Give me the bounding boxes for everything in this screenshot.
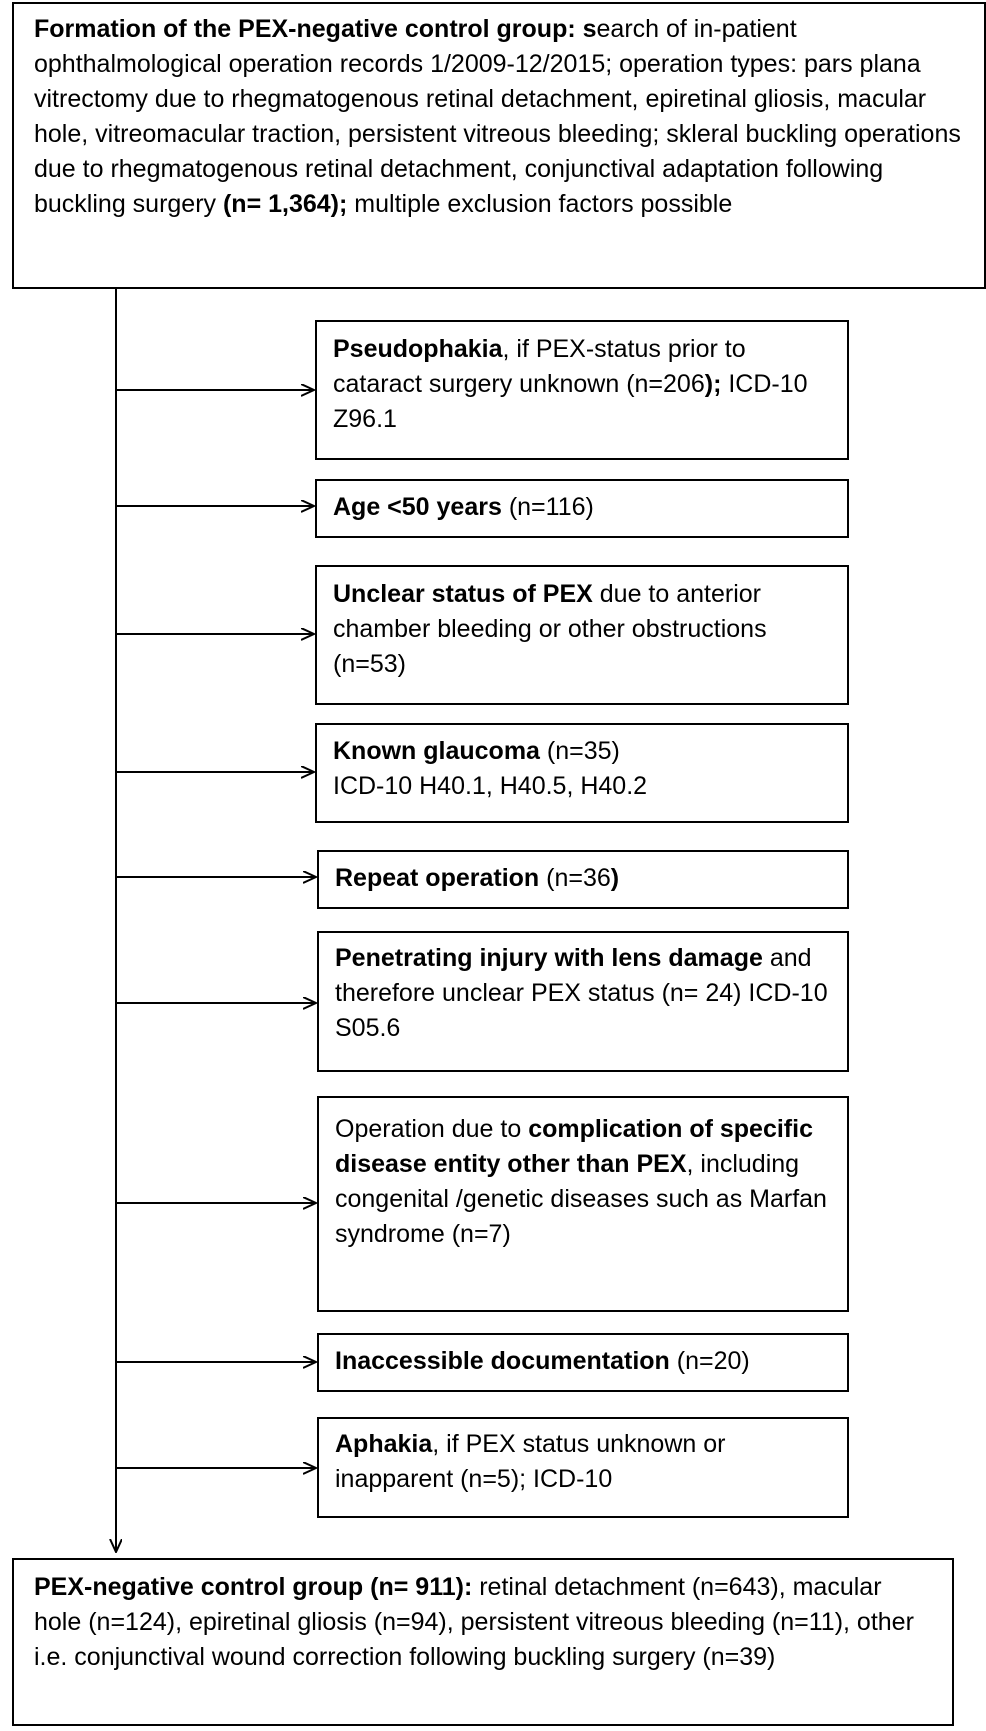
source-heading: Formation of the PEX-negative control group: s <box>34 15 597 43</box>
exclusion-title: Age <50 years <box>333 493 502 521</box>
exclusion-detail: , if PEX-status prior to cataract surgery unknown (n=206 <box>333 335 746 398</box>
exclusion-title: Known glaucoma <box>333 737 540 765</box>
source-description: earch of in-patient ophthalmological operation records 1/2009-12/2015; operation types: pars plana vitrectomy due to rhegmatogenous retinal detachment, epiretinal gliosis, macular hole, vitreomacular traction, persistent vitreous bleeding; skleral buckling operations due to rhegmatogenous retinal detachment, conjunctival adaptation following buckling surgery <box>34 15 961 218</box>
exclusion-detail: (n=36 <box>539 864 611 892</box>
exclusion-icd-code: ICD-10 H40.1, H40.5, H40.2 <box>333 772 648 800</box>
exclusion-title: Aphakia <box>335 1430 433 1458</box>
control-group-result-box <box>12 1558 954 1726</box>
source-note: multiple exclusion factors possible <box>347 190 733 218</box>
exclusion-title: Inaccessible documentation <box>335 1347 670 1375</box>
exclusion-box-specific-complication <box>317 1096 849 1312</box>
exclusion-title: complication of specific disease entity other than PEX <box>335 1115 813 1178</box>
exclusion-prefix: Operation due to <box>335 1115 529 1143</box>
exclusion-detail-bold: ); <box>704 370 722 398</box>
exclusion-detail-bold: ) <box>610 864 620 892</box>
exclusion-box-aphakia <box>317 1417 849 1518</box>
exclusion-icd-code: ICD-10 Z96.1 <box>333 370 808 433</box>
source-population-box <box>12 2 986 289</box>
exclusion-box-inaccessible-documentation <box>317 1333 849 1392</box>
source-count: (n= 1,364); <box>222 190 348 218</box>
exclusion-box-unclear-pex-status <box>315 565 849 705</box>
exclusion-box-glaucoma <box>315 723 849 823</box>
exclusion-detail: , including congenital /genetic diseases such as Marfan syndrome (n=7) <box>335 1150 827 1248</box>
exclusion-box-penetrating-injury <box>317 931 849 1072</box>
result-heading: PEX-negative control group (n= 911): <box>34 1573 473 1601</box>
result-breakdown: retinal detachment (n=643), macular hole (n=124), epiretinal gliosis (n=94), persistent vitreous bleeding (n=11), other i.e. conjunctival wound correction following buckling surgery (n=39) <box>34 1573 914 1671</box>
exclusion-title: Penetrating injury with lens damage <box>335 944 763 972</box>
exclusion-box-pseudophakia <box>315 320 849 460</box>
exclusion-title: Repeat operation <box>335 864 540 892</box>
exclusion-detail: (n=20) <box>669 1347 750 1375</box>
exclusion-title: Pseudophakia <box>333 335 503 363</box>
exclusion-detail: (n=116) <box>501 493 594 521</box>
exclusion-box-repeat-operation <box>317 850 849 909</box>
exclusion-detail: , if PEX status unknown or inapparent (n=5); ICD-10 <box>335 1430 726 1493</box>
exclusion-detail: due to anterior chamber bleeding or other obstructions (n=53) <box>333 580 767 678</box>
exclusion-detail: (n=35) <box>539 737 620 765</box>
exclusion-detail: and therefore unclear PEX status (n= 24) ICD-10 S05.6 <box>335 944 828 1042</box>
exclusion-title: Unclear status of PEX <box>333 580 593 608</box>
exclusion-box-age <box>315 479 849 538</box>
